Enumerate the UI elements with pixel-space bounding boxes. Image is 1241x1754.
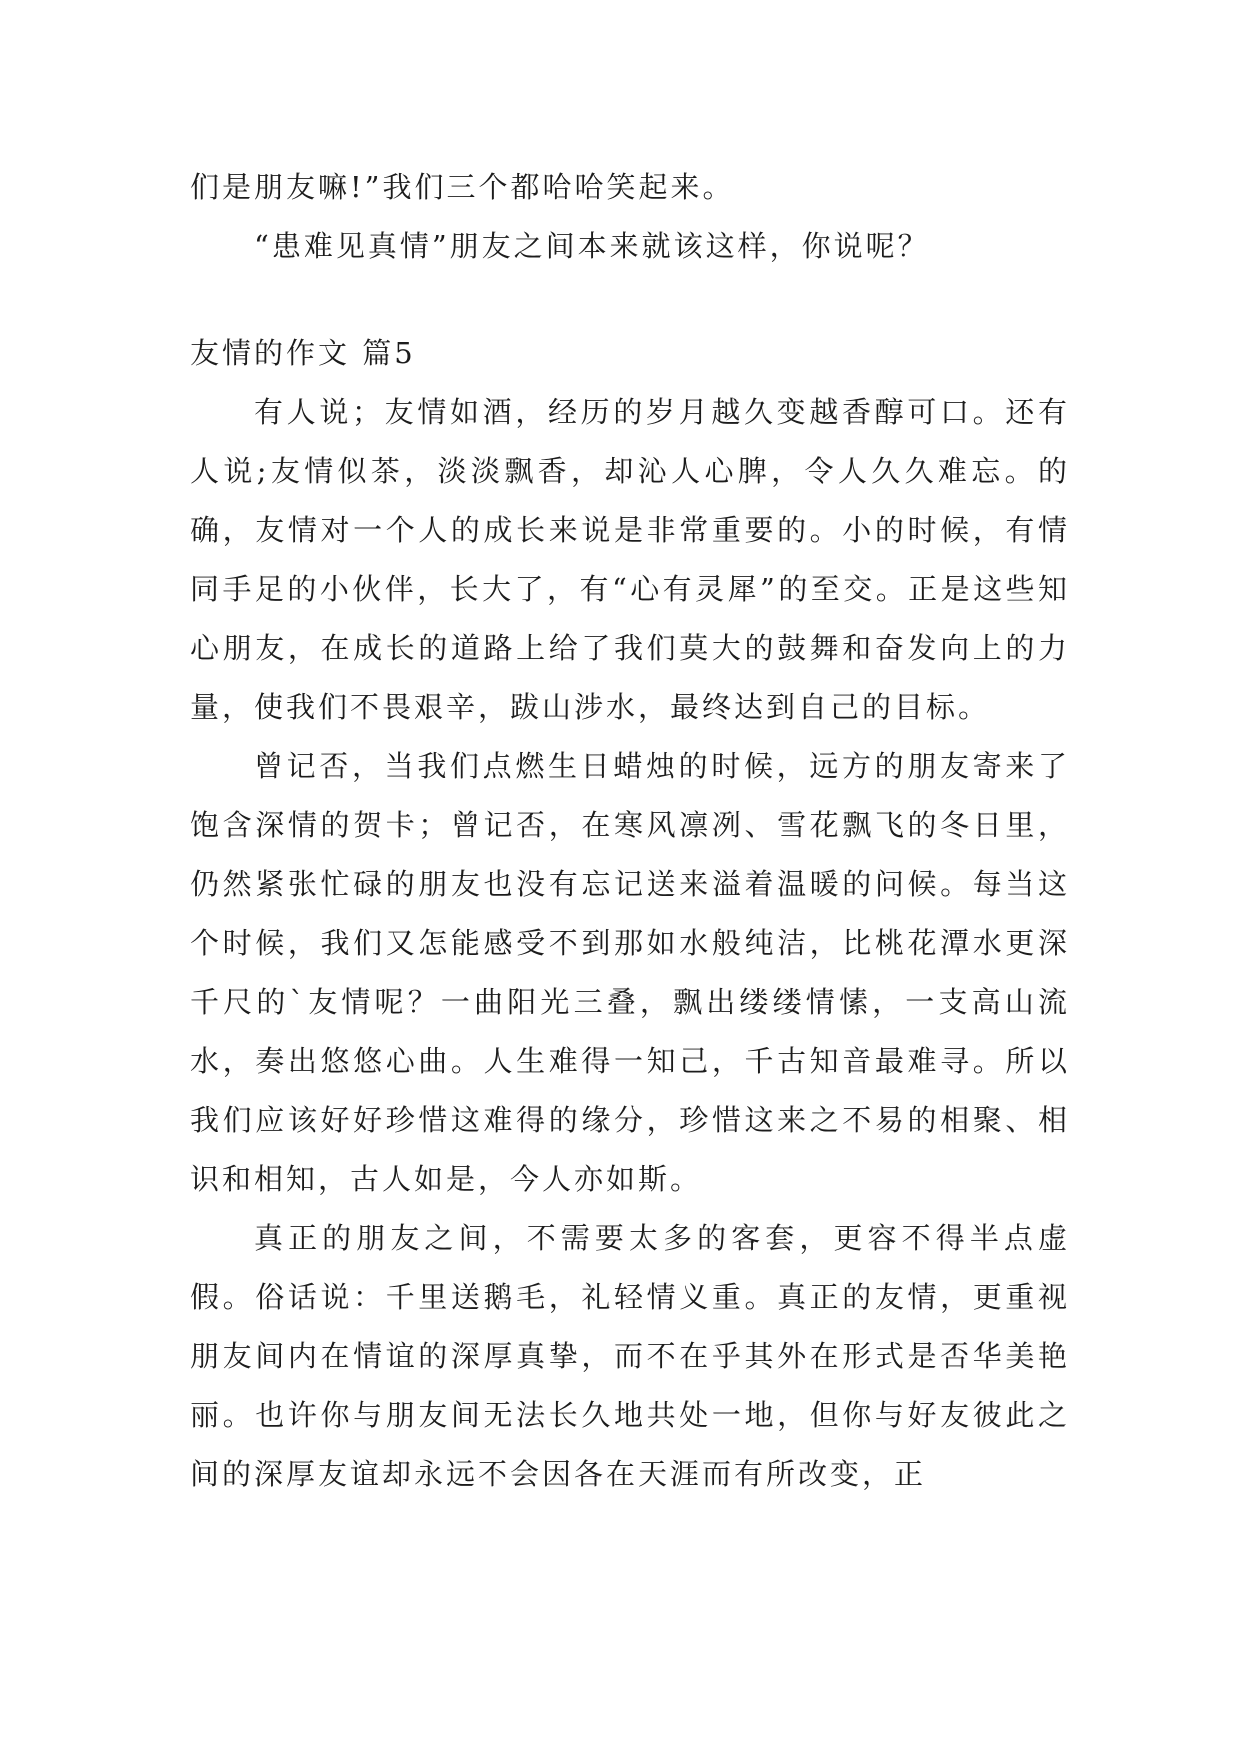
body-paragraph: 曾记否，当我们点燃生日蜡烛的时候，远方的朋友寄来了饱含深情的贺卡；曾记否，在寒风凛冽、雪花飘飞的冬日里，仍然紧张忙碌的朋友也没有忘记送来溢着温暖的问候。每当这个时候，我们又怎能感受不到那如水般纯洁，比桃花潭水更深千尺的`友情呢？一曲阳光三叠，飘出缕缕情愫，一支高山流水，奏出悠悠心曲。人生难得一知己，千古知音最难寻。所以我们应该好好珍惜这难得的缘分，珍惜这来之不易的相聚、相识和相知，古人如是，今人亦如斯。 (190, 749, 1070, 1196)
closing-paragraph: “患难见真情”朋友之间本来就该这样，你说呢？ (254, 229, 930, 263)
body-paragraph: 真正的朋友之间，不需要太多的客套，更容不得半点虚假。俗话说：千里送鹅毛，礼轻情义重。真正的友情，更重视朋友间内在情谊的深厚真挚，而不在乎其外在形式是否华美艳丽。也许你与朋友间无法长久地共处一地，但你与好友彼此之间的深厚友谊却永远不会因各在天涯而有所改变，正 (190, 1221, 1070, 1491)
section-gap (190, 276, 1070, 324)
document-body (190, 158, 1070, 1504)
section-heading: 友情的作文 篇5 (190, 336, 416, 370)
body-paragraph: 有人说；友情如酒，经历的岁月越久变越香醇可口。还有人说;友情似茶，淡淡飘香，却沁人心脾，令人久久难忘。的确，友情对一个人的成长来说是非常重要的。小的时候，有情同手足的小伙伴，长大了，有“心有灵犀”的至交。正是这些知心朋友，在成长的道路上给了我们莫大的鼓舞和奋发向上的力量，使我们不畏艰辛，跋山涉水，最终达到自己的目标。 (190, 395, 1070, 724)
continuation-paragraph: 们是朋友嘛!”我们三个都哈哈笑起来。 (190, 170, 735, 204)
